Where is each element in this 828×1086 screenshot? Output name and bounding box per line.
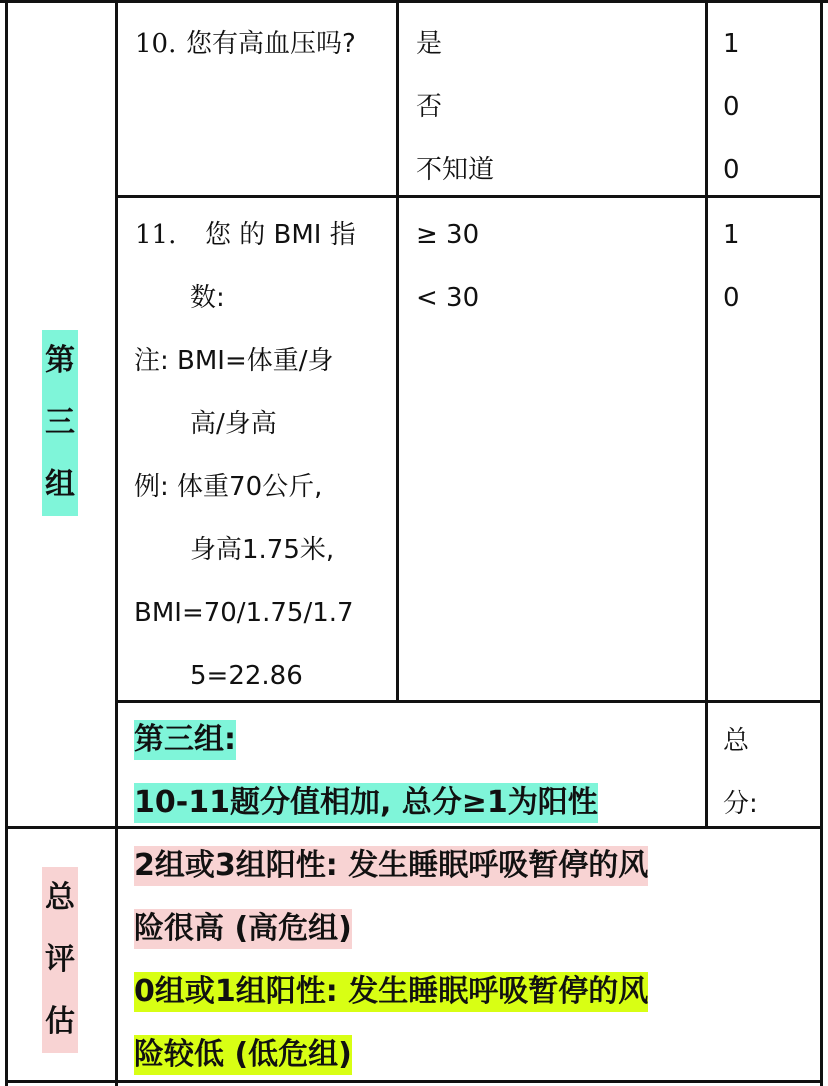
q11-example-line-4: 5=22.86 — [190, 661, 303, 691]
q10-q11-row-divider — [115, 195, 823, 198]
q10-option-unknown: 不知道 — [416, 155, 495, 185]
q11-summary-row-divider — [115, 700, 823, 703]
group3-total-row-divider — [5, 826, 823, 829]
total-label-char-3: 估 — [42, 991, 78, 1053]
q11-option-lt30: < 30 — [416, 283, 480, 313]
q11-question-line-2: 数: — [190, 283, 225, 313]
group3-total-label-1: 总 — [723, 726, 750, 756]
label-column-divider — [115, 0, 118, 1086]
assessment-high-risk-line-2: 险很高 (高危组) — [134, 909, 352, 949]
q10-number: 10. — [135, 29, 177, 59]
q10-option-yes: 是 — [416, 29, 443, 59]
assessment-low-risk-line-2: 险较低 (低危组) — [134, 1035, 352, 1075]
q10-score-yes: 1 — [723, 29, 740, 59]
q10-score-unknown: 0 — [723, 155, 740, 185]
table-right-border — [820, 0, 823, 1086]
total-label-char-2: 评 — [42, 929, 78, 991]
q11-number: 11. — [135, 220, 177, 250]
q11-note-line-1: 注: BMI=体重/身 — [134, 346, 334, 376]
table-left-border — [5, 0, 8, 1086]
q11-question-line-1: 您 的 BMI 指 — [205, 220, 356, 250]
group3-summary-title: 第三组: — [134, 720, 236, 760]
group3-label-char-1: 第 — [42, 330, 78, 392]
group3-label-char-2: 三 — [42, 392, 78, 454]
group3-summary-rule: 10-11题分值相加, 总分≥1为阳性 — [134, 783, 598, 823]
table-bottom-border — [5, 1080, 823, 1083]
total-label-char-1: 总 — [42, 867, 78, 929]
group3-label-char-3: 组 — [42, 454, 78, 516]
q11-example-line-2: 身高1.75米, — [190, 535, 335, 565]
assessment-low-risk-line-1: 0组或1组阳性: 发生睡眠呼吸暂停的风 — [134, 972, 648, 1012]
q11-example-line-1: 例: 体重70公斤, — [134, 472, 323, 502]
group3-total-label-2: 分: — [723, 789, 758, 819]
question-option-divider — [396, 0, 399, 700]
q11-example-line-3: BMI=70/1.75/1.7 — [134, 598, 354, 628]
q10-option-no: 否 — [416, 92, 443, 122]
q10-question: 您有高血压吗? — [186, 29, 356, 59]
assessment-high-risk-line-1: 2组或3组阳性: 发生睡眠呼吸暂停的风 — [134, 846, 648, 886]
q11-score-ge30: 1 — [723, 220, 740, 250]
q11-score-lt30: 0 — [723, 283, 740, 313]
q10-score-no: 0 — [723, 92, 740, 122]
table-top-border — [0, 0, 828, 3]
q11-option-ge30: ≥ 30 — [416, 220, 480, 250]
q11-note-line-2: 高/身高 — [190, 409, 277, 439]
